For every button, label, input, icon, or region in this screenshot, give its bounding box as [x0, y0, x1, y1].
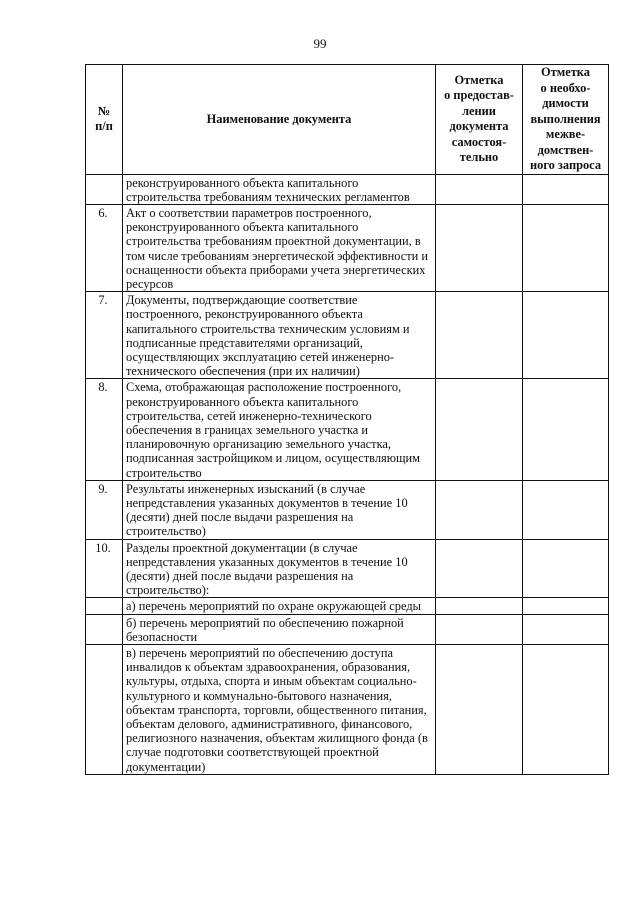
row-own-mark [436, 204, 523, 291]
page-number: 99 [313, 36, 327, 51]
row-request-mark [523, 379, 609, 480]
header-number: № п/п [86, 65, 123, 175]
row-number: 6. [86, 204, 123, 291]
row-document-name: Акт о соответствии параметров построенного, реконструированного объекта капитального строительства требованиям проектной документации, в том числе требованиям энергетической эффективности и оснащенности объекта приборами учета энергетических ресурсов [123, 204, 436, 291]
documents-table [85, 64, 609, 775]
header-document-name: Наименование документа [123, 65, 436, 175]
row-number [86, 645, 123, 775]
table-row [86, 379, 609, 480]
row-document-name: реконструированного объекта капитального строительства требованиям технических регламентов [123, 174, 436, 204]
row-request-mark [523, 480, 609, 539]
table-row [86, 174, 609, 204]
header-submitted-independently: Отметка о предостав- лении документа самостоя- тельно [436, 65, 523, 175]
row-own-mark [436, 292, 523, 379]
row-own-mark [436, 480, 523, 539]
table-row [86, 204, 609, 291]
table-row [86, 292, 609, 379]
row-own-mark [436, 539, 523, 598]
row-request-mark [523, 614, 609, 644]
row-request-mark [523, 598, 609, 614]
row-own-mark [436, 645, 523, 775]
row-document-name: в) перечень мероприятий по обеспечению доступа инвалидов к объектам здравоохранения, образования, культуры, отдыха, спорта и иным объектам социально-культурного и коммунально-бытового назначения, объектам транспорта, торговли, общественного питания, объектам делового, административного, финансового, религиозного назначения, объектам жилищного фонда (в случае подготовки соответствующей проектной документации) [123, 645, 436, 775]
row-request-mark [523, 204, 609, 291]
table-row [86, 598, 609, 614]
row-request-mark [523, 292, 609, 379]
row-own-mark [436, 598, 523, 614]
row-number [86, 598, 123, 614]
row-document-name: б) перечень мероприятий по обеспечению пожарной безопасности [123, 614, 436, 644]
table-row [86, 480, 609, 539]
row-number [86, 174, 123, 204]
table-row [86, 539, 609, 598]
row-document-name: Результаты инженерных изысканий (в случае непредставления указанных документов в течение 10 (десяти) дней после выдачи разрешения на строительство) [123, 480, 436, 539]
row-number: 10. [86, 539, 123, 598]
row-document-name: Документы, подтверждающие соответствие построенного, реконструированного объекта капитального строительства техническим условиям и подписанные представителями организаций, осуществляющих эксплуатацию сетей инженерно-технического обеспечения (при их наличии) [123, 292, 436, 379]
row-number: 9. [86, 480, 123, 539]
row-own-mark [436, 379, 523, 480]
table-row [86, 645, 609, 775]
row-document-name: а) перечень мероприятий по охране окружающей среды [123, 598, 436, 614]
table-row [86, 614, 609, 644]
row-number [86, 614, 123, 644]
row-number: 7. [86, 292, 123, 379]
table-header-row [86, 65, 609, 175]
row-own-mark [436, 174, 523, 204]
row-document-name: Разделы проектной документации (в случае непредставления указанных документов в течение 10 (десяти) дней после выдачи разрешения на строительство): [123, 539, 436, 598]
row-own-mark [436, 614, 523, 644]
row-request-mark [523, 539, 609, 598]
row-document-name: Схема, отображающая расположение построенного, реконструированного объекта капитального строительства, сетей инженерно-технического обеспечения в границах земельного участка и планировочную организацию земельного участка, подписанная застройщиком и лицом, осуществляющим строительство [123, 379, 436, 480]
row-request-mark [523, 174, 609, 204]
row-number: 8. [86, 379, 123, 480]
row-request-mark [523, 645, 609, 775]
header-interagency-request: Отметка о необхо- димости выполнения межве- домствен- ного запроса [523, 65, 609, 175]
